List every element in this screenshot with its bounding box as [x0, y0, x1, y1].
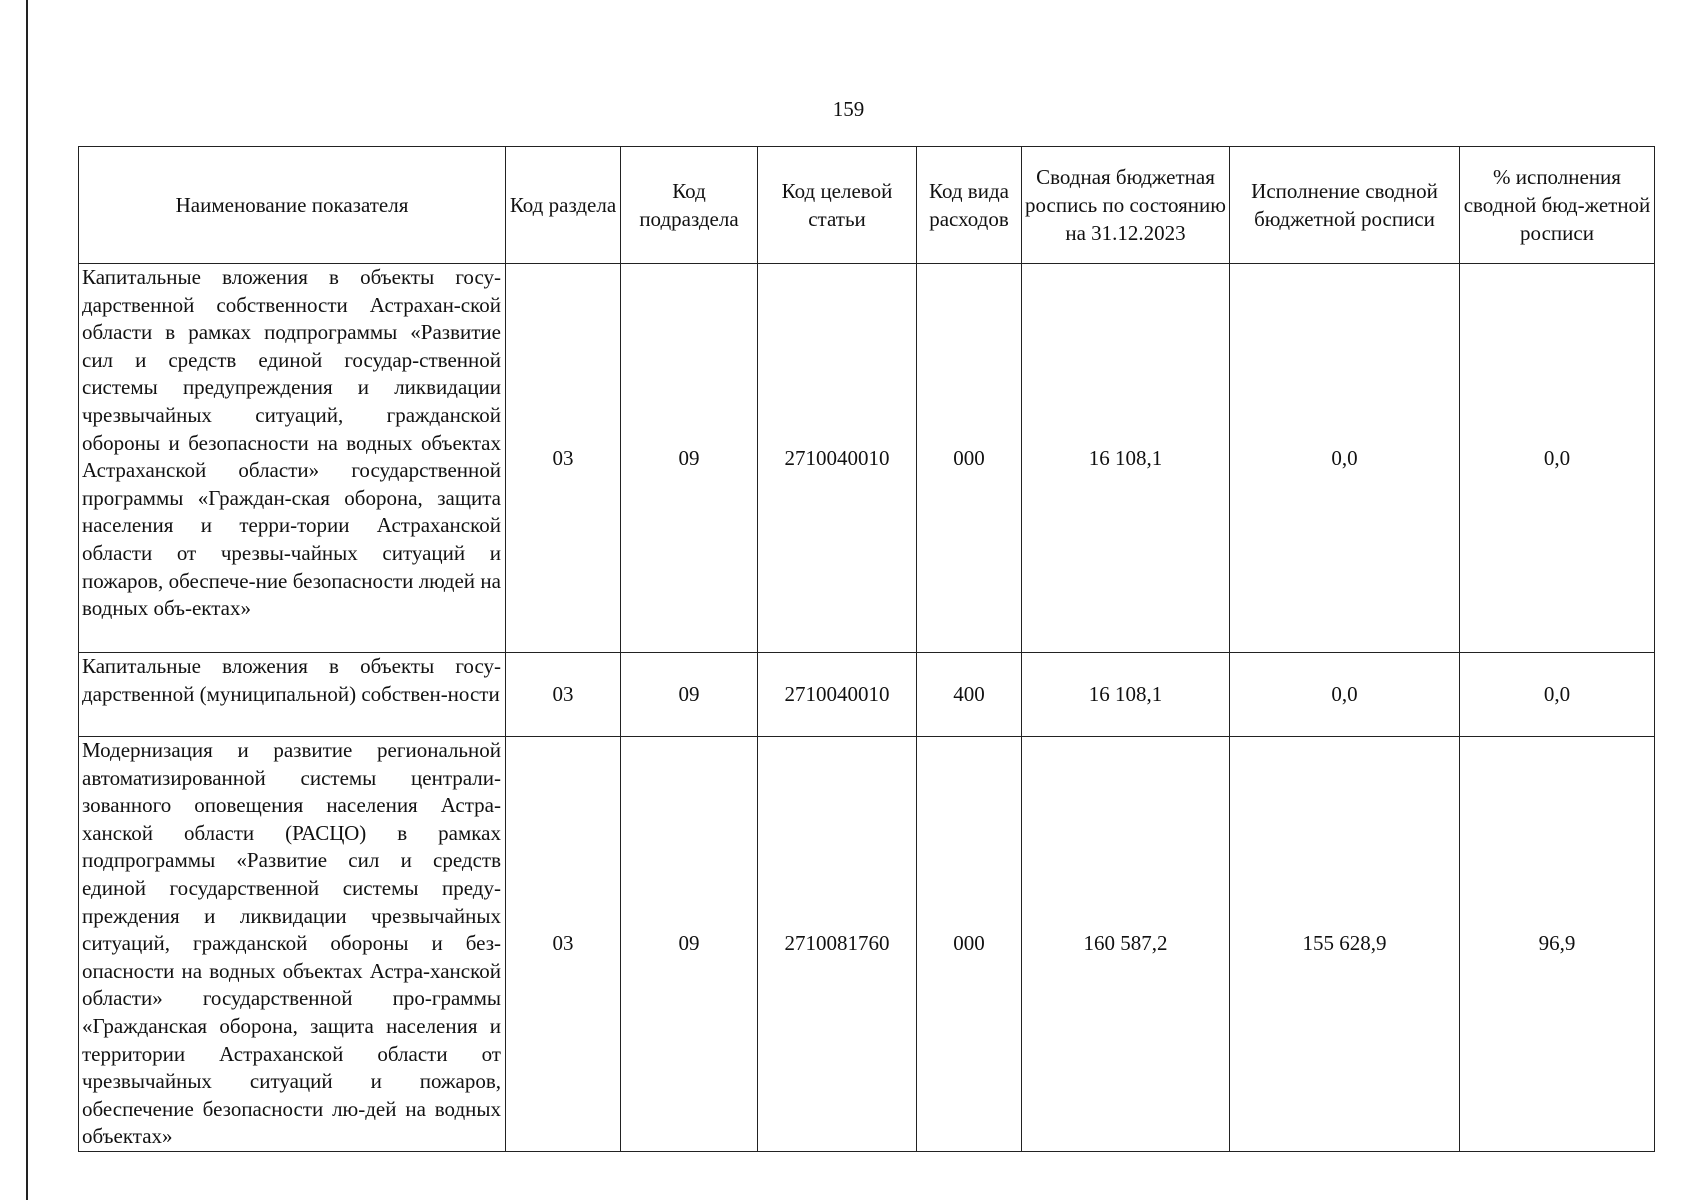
execution-cell: 0,0 — [1230, 653, 1460, 737]
indicator-name-cell: Модернизация и развитие региональной автоматизированной системы централи-зованного оповещения населения Астра-ханской области (РАСЦО) в рамках подпрограммы «Развитие сил и средств единой государственной системы преду-преждения и ликвидации чрезвычайных ситуаций, гражданской обороны и без-опасности на водных объектах Астра-ханской области» государственной про-граммы «Гражданская оборона, защита населения и территории Астраханской области от чрезвычайных ситуаций и пожаров, обеспечение безопасности лю-дей на водных объектах» — [79, 737, 506, 1152]
header-planned-budget: Сводная бюджетная роспись по состоянию на 31.12.2023 — [1022, 147, 1230, 264]
planned-budget-cell: 16 108,1 — [1022, 264, 1230, 653]
section-code-cell: 03 — [506, 264, 621, 653]
execution-percent-cell: 0,0 — [1460, 264, 1655, 653]
indicator-name-cell: Капитальные вложения в объекты госу-дарственной собственности Астрахан-ской области в рамках подпрограммы «Развитие сил и средств единой государ-ственной системы предупреждения и ликвидации чрезвычайных ситуаций, гражданской обороны и безопасности на водных объектах Астраханской области» государственной программы «Граждан-ская оборона, защита населения и терри-тории Астраханской области от чрезвы-чайных ситуаций и пожаров, обеспече-ние безопасности людей на водных объ-ектах» — [79, 264, 506, 653]
execution-percent-cell: 96,9 — [1460, 737, 1655, 1152]
planned-budget-cell: 160 587,2 — [1022, 737, 1230, 1152]
target-code-cell: 2710081760 — [758, 737, 917, 1152]
table-row — [79, 264, 1655, 653]
execution-percent-cell: 0,0 — [1460, 653, 1655, 737]
header-indicator-name: Наименование показателя — [79, 147, 506, 264]
expense-type-cell: 400 — [917, 653, 1022, 737]
header-expense-type-code: Код вида расходов — [917, 147, 1022, 264]
execution-cell: 0,0 — [1230, 264, 1460, 653]
header-target-code: Код целевой статьи — [758, 147, 917, 264]
header-subsection-code: Код подраздела — [621, 147, 758, 264]
target-code-cell: 2710040010 — [758, 264, 917, 653]
left-margin-line — [26, 0, 28, 1200]
planned-budget-cell: 16 108,1 — [1022, 653, 1230, 737]
header-execution-percent: % исполнения сводной бюд-жетной росписи — [1460, 147, 1655, 264]
page-number: 159 — [832, 97, 865, 121]
section-code-cell: 03 — [506, 653, 621, 737]
header-budget-execution: Исполнение сводной бюджетной росписи — [1230, 147, 1460, 264]
indicator-name-cell: Капитальные вложения в объекты госу-дарственной (муниципальной) собствен-ности — [79, 653, 506, 737]
subsection-code-cell: 09 — [621, 264, 758, 653]
table-header-row — [79, 147, 1655, 264]
table-row — [79, 653, 1655, 737]
expense-type-cell: 000 — [917, 737, 1022, 1152]
header-section-code: Код раздела — [506, 147, 621, 264]
execution-cell: 155 628,9 — [1230, 737, 1460, 1152]
section-code-cell: 03 — [506, 737, 621, 1152]
subsection-code-cell: 09 — [621, 737, 758, 1152]
budget-execution-table — [78, 146, 1655, 1152]
subsection-code-cell: 09 — [621, 653, 758, 737]
target-code-cell: 2710040010 — [758, 653, 917, 737]
table-row — [79, 737, 1655, 1152]
expense-type-cell: 000 — [917, 264, 1022, 653]
